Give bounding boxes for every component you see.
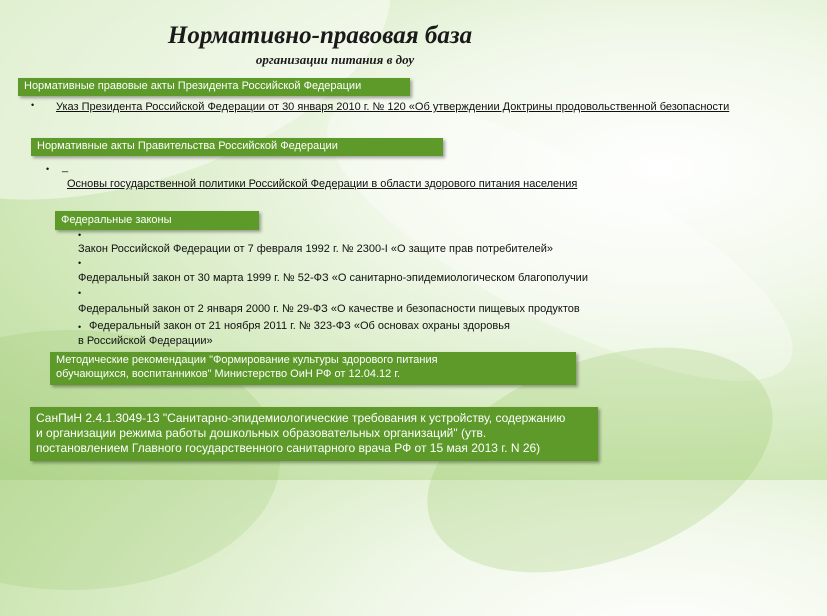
bullet: • (78, 288, 82, 298)
sanpin-line: постановлением Главного государственного санитарного врача РФ от 15 мая 2013 г. N 26) (36, 441, 541, 455)
bullet: • (46, 164, 50, 174)
methodical-line: Методические рекомендации "Формирование культуры здорового питания (56, 354, 438, 366)
federal-law-item: Закон Российской Федерации от 7 февраля 1992 г. № 2300-I «О защите прав потребителей» (78, 243, 554, 255)
bullet: • (78, 230, 82, 240)
state-policy-link[interactable]: Основы государственной политики Российской Федерации в области здорового питания населения (67, 178, 578, 190)
bullet: • (78, 258, 82, 268)
president-acts-heading: Нормативные правовые акты Президента Российской Федерации (18, 78, 410, 96)
federal-law-item-continued: в Российской Федерации» (78, 335, 213, 347)
sanpin-box (30, 407, 598, 461)
methodical-recommendations-box (50, 352, 576, 385)
federal-law-item: Федеральный закон от 2 января 2000 г. № 29-ФЗ «О качестве и безопасности пищевых продуктов (78, 303, 580, 315)
sanpin-line: и организации режима работы дошкольных образовательных организаций" (утв. (36, 426, 487, 440)
federal-law-item: Федеральный закон от 30 марта 1999 г. № 52-ФЗ «О санитарно-эпидемиологическом благополучии (78, 272, 588, 284)
bullet: • (31, 100, 35, 110)
page-title: Нормативно-правовая база (167, 22, 473, 49)
bullet: • (78, 322, 82, 332)
page-subtitle: организации питания в доу (255, 52, 415, 67)
federal-laws-heading: Федеральные законы (55, 211, 259, 230)
government-acts-heading: Нормативные акты Правительства Российской Федерации (31, 138, 443, 156)
underscore-mark: _ (62, 161, 69, 173)
president-decree-link[interactable]: Указ Президента Российской Федерации от 30 января 2010 г. № 120 «Об утверждении Доктрины продовольственной безопасности (56, 101, 730, 113)
sanpin-line: СанПиН 2.4.1.3049-13 "Санитарно-эпидемиологические требования к устройству, содержанию (36, 411, 566, 425)
federal-law-item: Федеральный закон от 21 ноября 2011 г. № 323-ФЗ «Об основах охраны здоровья (89, 320, 510, 332)
methodical-line: обучающихся, воспитанников" Министерство ОиН РФ от 12.04.12 г. (56, 367, 401, 380)
